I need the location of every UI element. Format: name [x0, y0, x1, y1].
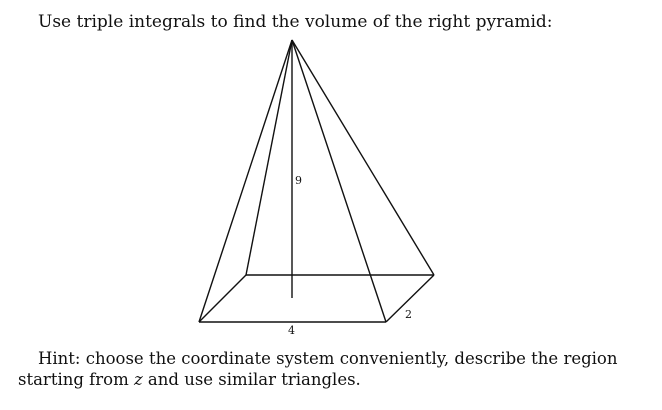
lateral-edge-front-left	[199, 40, 292, 322]
lateral-edge-front-right	[292, 40, 386, 322]
height-label: 9	[295, 174, 302, 187]
lateral-edge-back-right	[292, 40, 434, 275]
hint-text-after: and use similar triangles.	[142, 370, 361, 389]
problem-prompt: Use triple integrals to find the volume of the right pyramid:	[38, 12, 553, 32]
hint-text	[18, 348, 638, 390]
hint-variable: z	[133, 370, 143, 389]
hint-text-before: Hint: choose the coordinate system conveniently, describe the region starting from	[18, 349, 618, 389]
base-length-label: 4	[288, 324, 295, 337]
base-width-label: 2	[405, 308, 412, 321]
